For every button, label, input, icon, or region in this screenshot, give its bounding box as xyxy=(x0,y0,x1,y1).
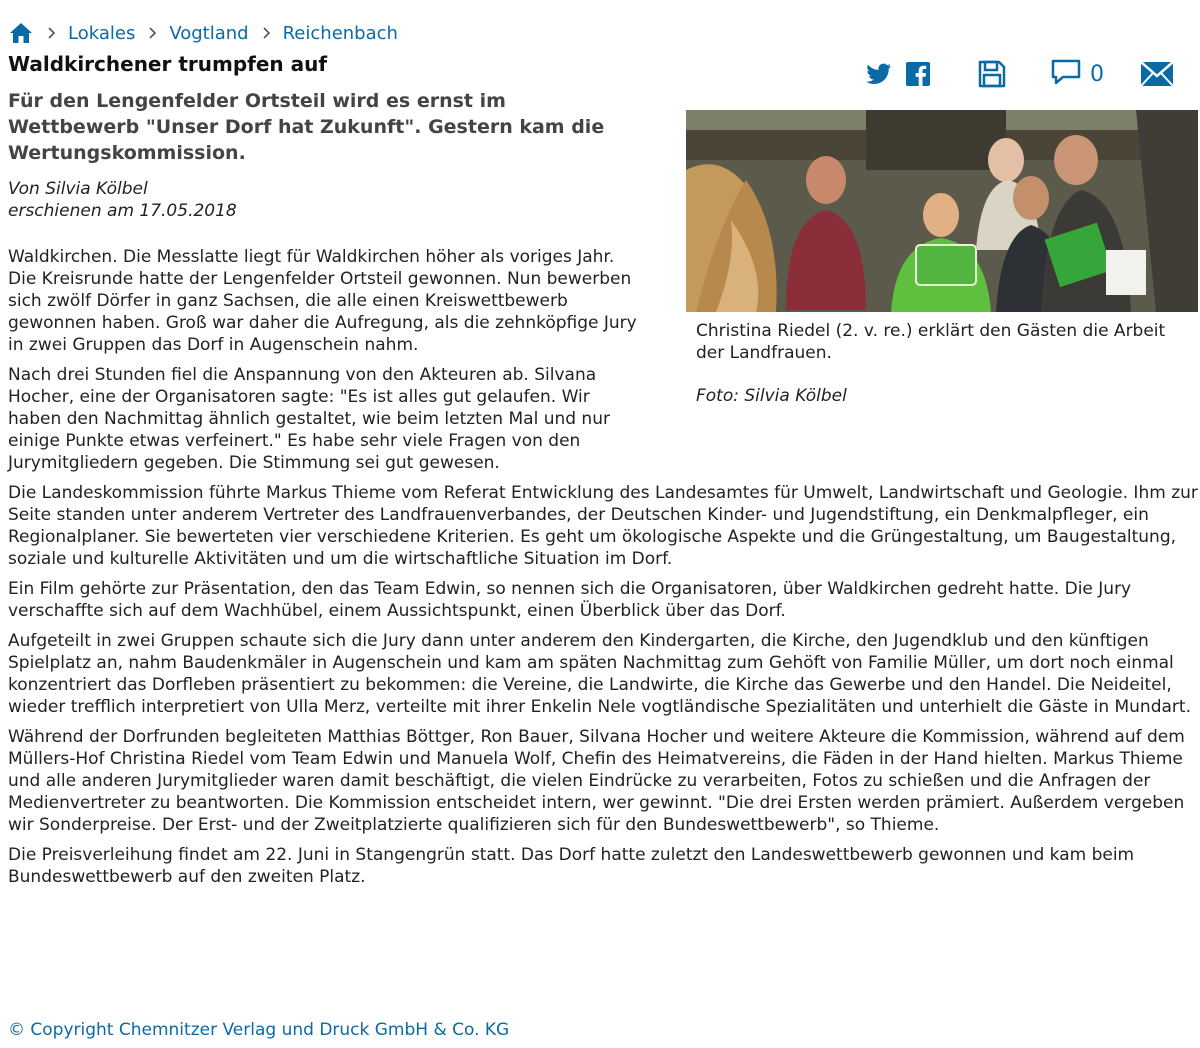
comment-count: 0 xyxy=(1090,61,1104,87)
comment-icon xyxy=(1050,58,1082,90)
twitter-icon[interactable] xyxy=(866,56,892,92)
article-title: Waldkirchener trumpfen auf xyxy=(8,52,328,76)
article-paragraph: Aufgeteilt in zwei Gruppen schaute sich die Jury dann unter anderem den Kindergarten, die Kirche, den Jugendklub und den künftigen Spielplatz an, nahm Baudenkmäler in Augenschein und kam am späten Nachmittag zum Gehöft von Familie Müller, um dort noch einmal konzentriert das Dorfleben präsentiert zu bekommen: die Vereine, die Landwirte, die Kirche das Gewerbe und den Handel. Die Neideitel, wieder trefflich interpretiert von Ulla Merz, verteilte mit ihrer Enkelin Nele vogtländische Spezialitäten und unterhielt die Gäste in Mundart. xyxy=(8,631,1191,717)
comment-button[interactable] xyxy=(1050,56,1104,92)
photo-credit: Foto: Silvia Kölbel xyxy=(696,386,847,406)
breadcrumb-item-vogtland[interactable]: Vogtland xyxy=(169,22,249,44)
article-paragraph: Waldkirchen. Die Messlatte liegt für Waldkirchen höher als voriges Jahr. Die Kreisrunde hatte der Lengenfelder Ortsteil gewonnen. Nun bewerben sich zwölf Dörfer in ganz Sachsen, die alle einen Kreiswettbewerb gewonnen haben. Groß war daher die Aufregung, als die zehnköpfige Jury in zwei Gruppen das Dorf in Augenschein nahm. xyxy=(8,247,637,355)
copyright[interactable]: © Copyright Chemnitzer Verlag und Druck GmbH & Co. KG xyxy=(8,1020,510,1040)
home-icon[interactable] xyxy=(8,21,34,45)
article-body xyxy=(8,246,1198,896)
article-lead: Für den Lengenfelder Ortsteil wird es ernst im Wettbewerb "Unser Dorf hat Zukunft". Gestern kam die Wertungskommission. xyxy=(8,90,605,164)
chevron-right-icon xyxy=(263,24,273,43)
share-toolbar xyxy=(860,56,1190,92)
article-paragraph: Die Preisverleihung findet am 22. Juni in Stangengrün statt. Das Dorf hatte zuletzt den Landeswettbewerb gewonnen und kam beim Bundeswettbewerb auf den zweiten Platz. xyxy=(8,845,1135,887)
article-paragraph: Ein Film gehörte zur Präsentation, den das Team Edwin, so nennen sich die Organisatoren, über Waldkirchen gedreht hatte. Die Jury verschaffte sich auf dem Wachhübel, einem Aussichtspunkt, einen Überblick über das Dorf. xyxy=(8,579,1132,621)
article-paragraph: Nach drei Stunden fiel die Anspannung von den Akteuren ab. Silvana Hocher, eine der Organisatoren sagte: "Es ist alles gut gelaufen. Wir haben den Nachmittag ähnlich gestaltet, wie beim letzten Mal und nur einige Punkte etwas verfeinert." Es habe sehr viele Fragen von den Jurymitgliedern gegeben. Die Stimmung sei gut gewesen. xyxy=(8,365,610,473)
publish-date: erschienen am 17.05.2018 xyxy=(8,201,237,221)
article-paragraph: Die Landeskommission führte Markus Thieme vom Referat Entwicklung des Landesamtes für Umwelt, Landwirtschaft und Geologie. Ihm zur Seite standen unter anderem Vertreter des Landfrauenverbandes, der Deutschen Kinder- und Jugendstiftung, ein Denkmalpfleger, ein Regionalplaner. Sie bewerteten vier verschiedene Kriterien. Es geht um ökologische Aspekte und die Grüngestaltung, um Baugestaltung, soziale und kulturelle Aktivitäten und um die wirtschaftliche Situation im Dorf. xyxy=(8,483,1198,569)
photo-caption: Christina Riedel (2. v. re.) erklärt den Gästen die Arbeit der Landfrauen. xyxy=(696,321,1166,363)
author: Von Silvia Kölbel xyxy=(8,179,148,199)
save-icon[interactable] xyxy=(978,56,1006,92)
breadcrumb-item-reichenbach[interactable]: Reichenbach xyxy=(282,22,398,44)
breadcrumb xyxy=(8,16,398,50)
article-paragraph: Während der Dorfrunden begleiteten Matthias Böttger, Ron Bauer, Silvana Hocher und weitere Akteure die Kommission, während auf dem Müllers-Hof Christina Riedel vom Team Edwin und Manuela Wolf, Chefin des Heimatvereins, die Fäden in der Hand hielten. Markus Thieme und alle anderen Jurymitglieder waren damit beschäftigt, die vielen Eindrücke zu verarbeiten, Fotos zu schießen und die Anfragen der Medienvertreter zu beantworten. Die Kommission entscheidet intern, wer gewinnt. "Die drei Ersten werden prämiert. Außerdem vergeben wir Sonderpreise. Der Erst- und der Zweitplatzierte qualifizieren sich für den Bundeswettbewerb", so Thieme. xyxy=(8,727,1185,835)
chevron-right-icon xyxy=(149,24,159,43)
chevron-right-icon xyxy=(48,24,58,43)
byline xyxy=(8,178,237,222)
breadcrumb-item-lokales[interactable]: Lokales xyxy=(68,22,136,44)
mail-icon[interactable] xyxy=(1140,56,1174,92)
facebook-icon[interactable] xyxy=(906,56,930,92)
figure-spacer xyxy=(638,246,1198,454)
